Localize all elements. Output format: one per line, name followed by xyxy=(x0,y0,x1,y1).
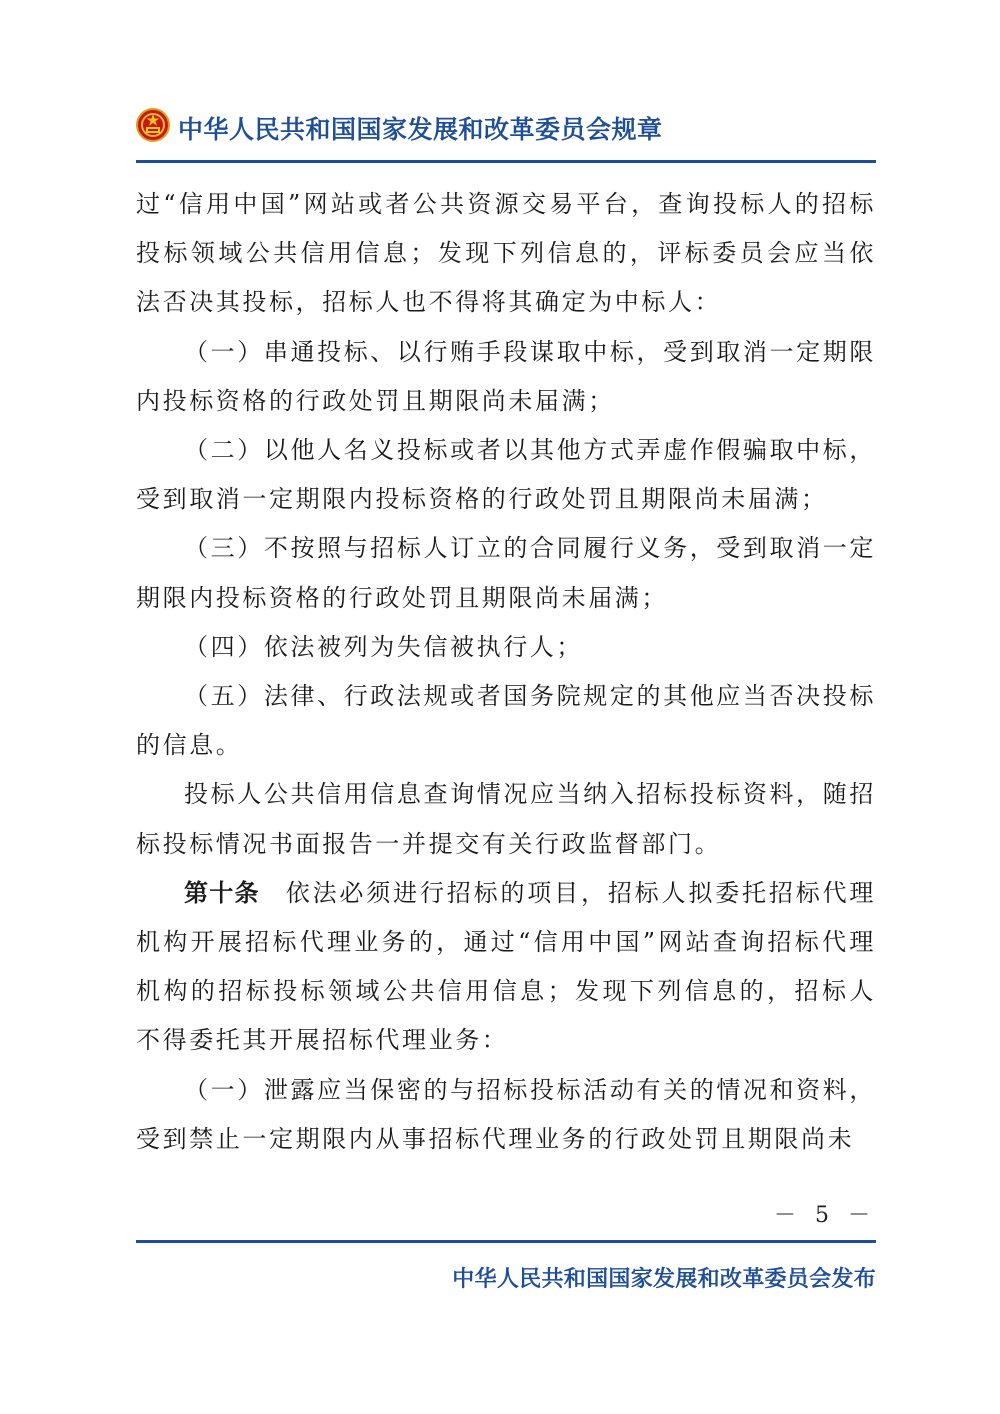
article-10-label: 第十条 xyxy=(184,878,260,907)
list-item-1: （一）串通投标、以行贿手段谋取中标，受到取消一定期限内投标资格的行政处罚且期限尚未届满； xyxy=(136,337,876,415)
paragraph-continued: 过“信用中国”网站或者公共资源交易平台，查询投标人的招标投标领域公共信用信息；发现下列信息的，评标委员会应当依法否决其投标，招标人也不得将其确定为中标人： xyxy=(136,190,876,317)
footer-title: 中华人民共和国国家发展和改革委员会发布 xyxy=(452,1267,876,1292)
article-10-text: 依法必须进行招标的项目，招标人拟委托招标代理机构开展招标代理业务的，通过“信用中国”网站查询招标代理机构的招标投标领域公共信用信息；发现下列信息的，招标人不得委托其开展招标代理业务： xyxy=(136,878,877,1055)
footer-divider xyxy=(136,1240,876,1243)
header-divider xyxy=(136,160,876,163)
national-emblem-icon xyxy=(136,108,170,142)
page-number: － 5 － xyxy=(774,1203,876,1228)
list-item-3: （三）不按照与招标人订立的合同履行义务，受到取消一定期限内投标资格的行政处罚且期限尚未届满； xyxy=(136,534,876,612)
article-10 xyxy=(136,869,876,1066)
page-header xyxy=(136,108,876,148)
list-item-2: （二）以他人名义投标或者以其他方式弄虚作假骗取中标，受到取消一定期限内投标资格的行政处罚且期限尚未届满； xyxy=(136,436,876,514)
list-item-5: （五）法律、行政法规或者国务院规定的其他应当否决投标的信息。 xyxy=(136,682,876,760)
header-title: 中华人民共和国国家发展和改革委员会规章 xyxy=(178,115,663,144)
document-body xyxy=(136,180,876,1164)
article-10-list-item-1: （一）泄露应当保密的与招标投标活动有关的情况和资料，受到禁止一定期限内从事招标代理业务的行政处罚且期限尚未 xyxy=(136,1075,876,1153)
list-item-4: （四）依法被列为失信被执行人； xyxy=(184,632,583,661)
paragraph-query-record: 投标人公共信用信息查询情况应当纳入招标投标资料，随招标投标情况书面报告一并提交有关行政监督部门。 xyxy=(136,780,876,858)
